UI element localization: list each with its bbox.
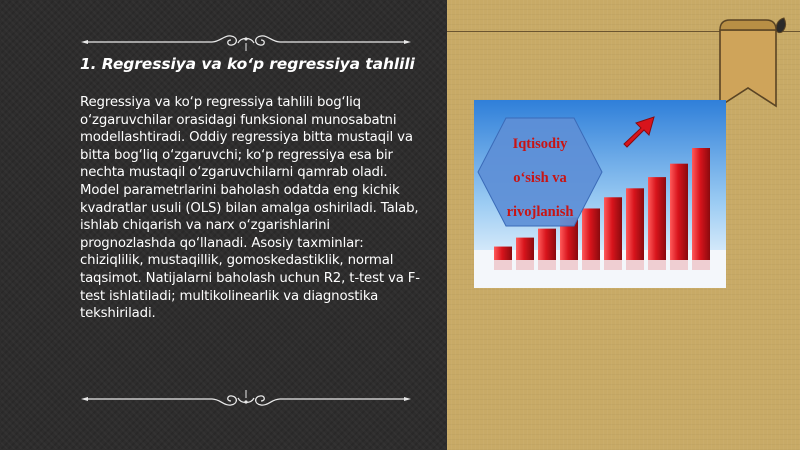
growth-bar	[604, 197, 622, 260]
growth-bar	[626, 188, 644, 260]
growth-bar-reflection	[648, 260, 666, 270]
hex-label-line-3: rivojlanish	[506, 204, 574, 220]
growth-bar-reflection	[626, 260, 644, 270]
economic-growth-image	[474, 100, 726, 288]
ornament-flourish-bottom-icon	[80, 388, 412, 410]
growth-bar	[538, 229, 556, 260]
growth-bar	[582, 208, 600, 260]
growth-bar	[648, 177, 666, 260]
growth-bar-reflection	[670, 260, 688, 270]
hex-label-line-2: o‘sish va	[513, 170, 567, 186]
slide-title: 1. Regressiya va ko‘p regressiya tahlili	[80, 55, 415, 73]
growth-bar	[494, 247, 512, 260]
growth-bar-reflection	[582, 260, 600, 270]
growth-bar-reflection	[604, 260, 622, 270]
growth-bar-reflection	[494, 260, 512, 270]
hex-label-line-1: Iqtisodiy	[512, 136, 568, 152]
bookmark-ribbon-icon	[718, 14, 788, 108]
growth-bar-reflection	[538, 260, 556, 270]
ornament-flourish-top-icon	[80, 31, 412, 53]
growth-bar-reflection	[560, 260, 578, 270]
growth-bar	[670, 164, 688, 260]
slide-body-text: Regressiya va ko‘p regressiya tahlili bog‘liq o‘zgaruvchilar orasidagi funksional munosabatni modellashtiradi. Oddiy regressiya bitta mustaqil va bitta bog‘liq o‘zgaruvchi; ko‘p regressiya esa bir nechta mustaqil o‘zgaruvchilarni qamrab oladi. Model parametrlarini baholash odatda eng kichik kvadratlar usuli (OLS) bilan amalga oshiriladi. Talab, ishlab chiqarish va narx o‘zgarishlarini prognozlashda qo‘llanadi. Asosiy taxminlar: chiziqlilik, mustaqillik, gomoskedastiklik, normal taqsimot. Natijalarni baholash uchun R2, t-test va F-test ishlatiladi; multikolinearlik va diagnostika tekshiriladi.	[80, 95, 420, 322]
growth-bar	[692, 148, 710, 260]
growth-bar	[516, 238, 534, 260]
growth-bar-reflection	[516, 260, 534, 270]
growth-bar-reflection	[692, 260, 710, 270]
